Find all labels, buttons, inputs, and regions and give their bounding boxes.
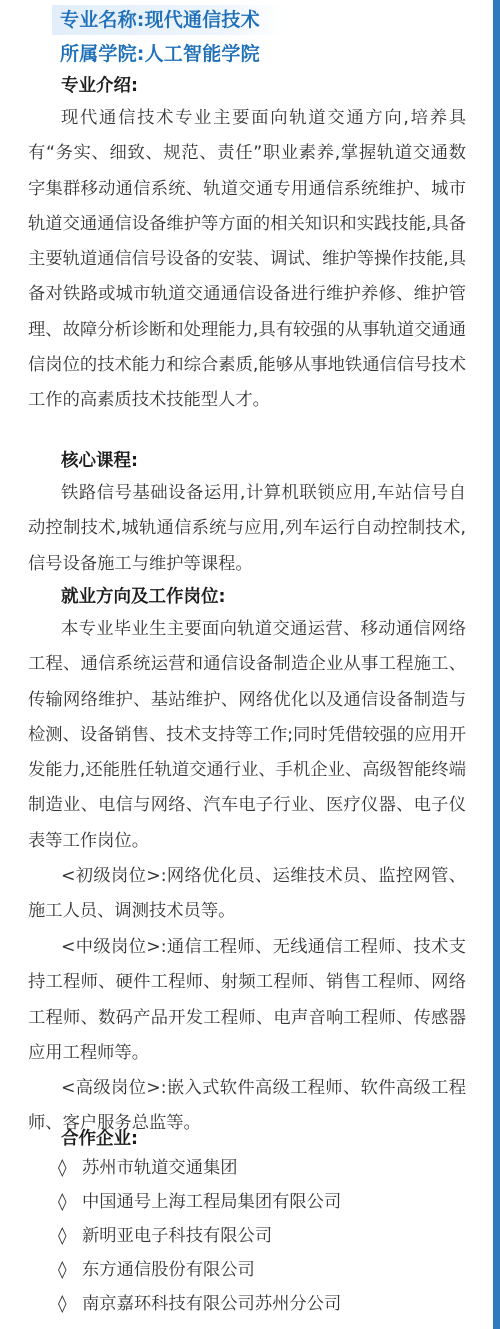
partner-item — [58, 1290, 341, 1318]
partners-heading: 合作企业: — [61, 1129, 138, 1149]
partner-name: 东方通信股份有限公司 — [82, 1260, 255, 1280]
diamond-bullet-icon: ◊ — [58, 1226, 67, 1246]
diamond-bullet-icon: ◊ — [58, 1192, 67, 1212]
partner-name: 南京嘉环科技有限公司苏州分公司 — [82, 1294, 342, 1314]
career-paragraph: 本专业毕业生主要面向轨道交通运营、移动通信网络工程、通信系统运营和通信设备制造企业从事工程施工、传输网络维护、基站维护、网络优化以及通信设备制造与检测、设备销售、技术支持等工作;同时凭借较强的应用开发能力,还能胜任轨道交通行业、手机企业、高级智能终端制造业、电信与网络、汽车电子行业、医疗仪器、电子仪表等工作岗位。 — [28, 619, 466, 851]
partner-name: 新明亚电子科技有限公司 — [82, 1226, 273, 1246]
courses-heading: 核心课程: — [61, 451, 138, 471]
partner-item — [58, 1222, 272, 1250]
partner-name: 中国通号上海工程局集团有限公司 — [82, 1192, 342, 1212]
diamond-bullet-icon: ◊ — [58, 1158, 67, 1178]
major-title: 专业名称:现代通信技术 — [52, 5, 282, 35]
partner-item — [58, 1256, 255, 1284]
junior-positions: <初级岗位>:网络优化员、运维技术员、监控网管、施工人员、调测技术员等。 — [28, 866, 466, 922]
intro-paragraph: 现代通信技术专业主要面向轨道交通方向,培养具有“务实、细致、规范、责任”职业素养,掌握轨道交通数字集群移动通信系统、轨道交通专用通信系统维护、城市轨道交通通信设备维护等方面的相关知识和实践技能,具备主要轨道通信信号设备的安装、调试、维护等操作技能,具备对铁路或城市轨道交通通信设备进行维护养修、维护管理、故障分析诊断和处理能力,具有较强的从事轨道交通通信岗位的技术能力和综合素质,能够从事地铁通信信号技术工作的高素质技术技能型人才。 — [28, 108, 466, 411]
senior-positions: <高级岗位>:嵌入式软件高级工程师、软件高级工程师、客户服务总监等。 — [28, 1078, 466, 1134]
courses-paragraph: 铁路信号基础设备运用,计算机联锁应用,车站信号自动控制技术,城轨通信系统与应用,列车运行自动控制技术,信号设备施工与维护等课程。 — [28, 483, 466, 574]
diamond-bullet-icon: ◊ — [58, 1260, 67, 1280]
partner-item — [58, 1188, 341, 1216]
partner-item — [58, 1154, 238, 1182]
partner-name: 苏州市轨道交通集团 — [82, 1158, 238, 1178]
middle-positions: <中级岗位>:通信工程师、无线通信工程师、技术支持工程师、硬件工程师、射频工程师、销售工程师、网络工程师、数码产品开发工程师、电声音响工程师、传感器应用工程师等。 — [28, 937, 466, 1063]
diamond-bullet-icon: ◊ — [58, 1294, 67, 1314]
college-title: 所属学院:人工智能学院 — [60, 43, 260, 65]
intro-heading: 专业介绍: — [61, 76, 138, 96]
career-heading: 就业方向及工作岗位: — [61, 587, 226, 607]
